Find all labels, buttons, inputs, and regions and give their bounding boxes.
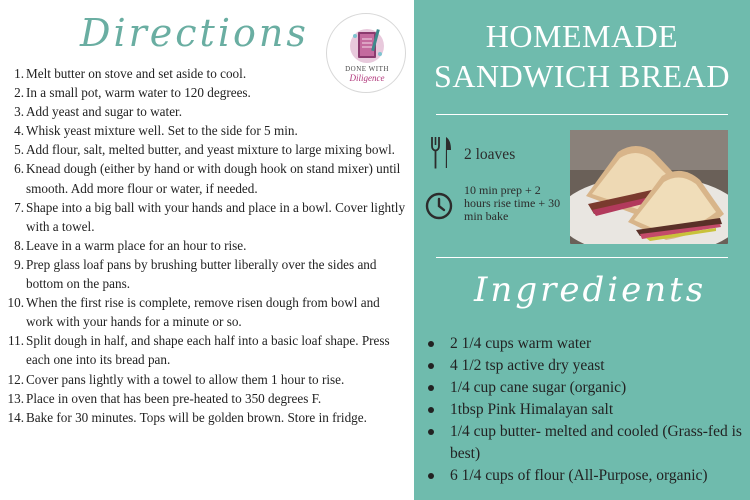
- ingredient-text: 2 1/4 cups warm water: [450, 335, 592, 352]
- directions-title: Directions: [80, 11, 309, 55]
- logo-line1: DONE WITH: [345, 65, 389, 73]
- step-text: Shape into a big ball with your hands and place in a bowl. Cover lightly with a towel.: [26, 199, 406, 234]
- ingredient-item: [428, 355, 746, 377]
- step-text: In a small pot, warm water to 120 degrees.: [26, 85, 251, 101]
- ingredient-item: [428, 465, 746, 487]
- step-number: 9.: [14, 256, 24, 272]
- ingredient-item: [428, 421, 746, 465]
- ingredient-text: 1/4 cup butter- melted and cooled (Grass-fed is best): [450, 423, 742, 462]
- ingredient-item: [428, 399, 746, 421]
- ingredient-text: 1/4 cup cane sugar (organic): [450, 379, 627, 396]
- direction-step: [6, 408, 406, 427]
- direction-step: [6, 255, 406, 293]
- ingredient-text: 4 1/2 tsp active dry yeast: [450, 357, 605, 374]
- direction-step: [6, 64, 406, 83]
- step-number: 11.: [8, 333, 24, 349]
- logo-line2: Diligence: [349, 73, 385, 83]
- ingredient-item: [428, 333, 746, 355]
- step-text: Place in oven that has been pre-heated to 350 degrees F.: [26, 390, 322, 406]
- direction-step: [6, 121, 406, 140]
- clock-icon: [425, 192, 453, 220]
- step-number: 3.: [14, 104, 24, 120]
- direction-step: [6, 389, 406, 408]
- step-number: 13.: [7, 390, 24, 406]
- time-text: 10 min prep + 2 hours rise time + 30 min bake: [464, 183, 561, 223]
- bullet-icon: [428, 363, 434, 369]
- ingredients-title: Ingredients: [474, 270, 707, 310]
- fork-knife-icon: [430, 136, 452, 170]
- ingredient-text: 1tbsp Pink Himalayan salt: [450, 401, 614, 418]
- step-number: 1.: [14, 66, 24, 81]
- bullet-icon: [428, 341, 434, 347]
- step-text: Melt butter on stove and set aside to cool.: [26, 66, 247, 81]
- divider-bottom: [436, 257, 728, 258]
- ingredients-list: [428, 333, 746, 487]
- step-text: When the first rise is complete, remove risen dough from bowl and work with your hands for a minute or so.: [26, 295, 380, 330]
- step-number: 5.: [14, 142, 24, 158]
- step-text: Bake for 30 minutes. Tops will be golden brown. Store in fridge.: [26, 409, 367, 425]
- step-number: 8.: [14, 237, 24, 253]
- direction-step: [6, 83, 406, 102]
- bullet-icon: [428, 407, 434, 413]
- step-text: Whisk yeast mixture well. Set to the side for 5 min.: [26, 123, 298, 139]
- step-text: Leave in a warm place for an hour to rise.: [26, 237, 247, 253]
- step-number: 7.: [14, 199, 24, 215]
- direction-step: [6, 140, 406, 159]
- step-number: 6.: [14, 161, 24, 177]
- direction-step: [6, 370, 406, 389]
- bullet-icon: [428, 473, 434, 479]
- step-text: Add flour, salt, melted butter, and yeast mixture to large mixing bowl.: [26, 142, 395, 158]
- bullet-icon: [428, 429, 434, 435]
- directions-list: [6, 64, 406, 427]
- recipe-title-line2: SANDWICH BREAD: [434, 58, 730, 94]
- direction-step: [6, 236, 406, 255]
- step-number: 14.: [7, 409, 24, 425]
- direction-step: [6, 293, 406, 331]
- divider-top: [436, 114, 728, 115]
- yield-text: 2 loaves: [464, 146, 516, 163]
- step-number: 10.: [7, 295, 24, 311]
- ingredient-text: 6 1/4 cups of flour (All-Purpose, organic): [450, 467, 708, 484]
- step-text: Knead dough (either by hand or with dough hook on stand mixer) until smooth. Add more flour or water, if needed.: [26, 161, 401, 196]
- ingredient-item: [428, 377, 746, 399]
- step-number: 2.: [14, 85, 24, 101]
- direction-step: [6, 102, 406, 121]
- sandwich-photo: [570, 130, 728, 244]
- direction-step: [6, 198, 406, 236]
- direction-step: [6, 159, 406, 197]
- step-text: Prep glass loaf pans by brushing butter liberally over the sides and bottom on the pans.: [26, 256, 377, 292]
- recipe-title: [414, 16, 750, 96]
- step-text: Add yeast and sugar to water.: [26, 104, 183, 120]
- step-number: 12.: [7, 371, 24, 387]
- recipe-title-line1: HOMEMADE: [485, 18, 679, 54]
- recipe-panel: [414, 0, 750, 500]
- step-text: Split dough in half, and shape each half into a basic loaf shape. Press each one into its bread pan.: [26, 333, 390, 368]
- step-number: 4.: [14, 123, 24, 139]
- step-text: Cover pans lightly with a towel to allow them 1 hour to rise.: [26, 371, 345, 387]
- direction-step: [6, 331, 406, 369]
- bullet-icon: [428, 385, 434, 391]
